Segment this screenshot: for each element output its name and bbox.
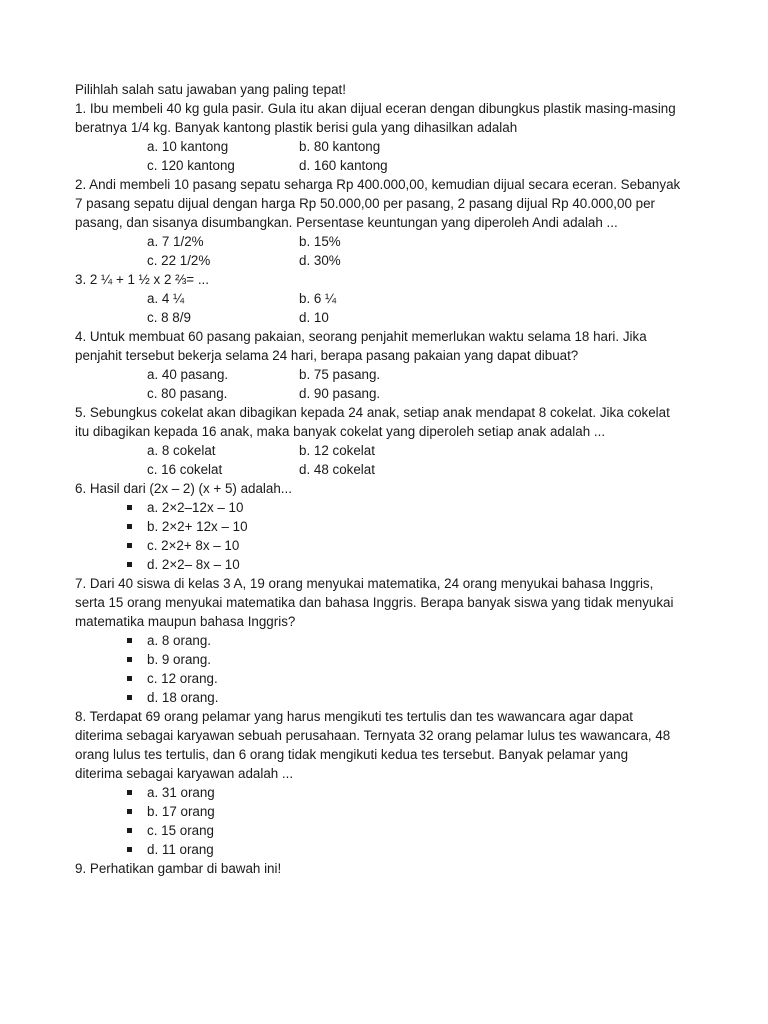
question-text: matematika maupun bahasa Inggris? bbox=[75, 614, 296, 629]
option-d: d. 2×2– 8x – 10 bbox=[75, 555, 715, 574]
option-c: c. 120 kantong bbox=[147, 158, 235, 173]
option-a: a. 4 ¼ bbox=[147, 291, 185, 306]
option-a: a. 2×2–12x – 10 bbox=[75, 498, 715, 517]
option-c: c. 22 1/2% bbox=[147, 253, 211, 268]
question-text: 3. 2 ¼ + 1 ½ x 2 ⅔= ... bbox=[75, 272, 209, 287]
option-a: a. 8 orang. bbox=[75, 631, 715, 650]
option-a: a. 40 pasang. bbox=[147, 367, 229, 382]
question-text: 7. Dari 40 siswa di kelas 3 A, 19 orang menyukai matematika, 24 orang menyukai bahasa Inggris, bbox=[75, 576, 654, 591]
option-b: b. 9 orang. bbox=[75, 650, 715, 669]
option-b: b. 15% bbox=[299, 234, 341, 249]
question-text: 7 pasang sepatu dijual dengan harga Rp 50.000,00 per pasang, 2 pasang dijual Rp 40.000,00 per bbox=[75, 196, 655, 211]
instruction: Pilihlah salah satu jawaban yang paling tepat! bbox=[75, 82, 346, 97]
question-text: 9. Perhatikan gambar di bawah ini! bbox=[75, 861, 282, 876]
question-text: 5. Sebungkus cokelat akan dibagikan kepada 24 anak, setiap anak mendapat 8 cokelat. Jika cokelat bbox=[75, 405, 670, 420]
option-a: a. 31 orang bbox=[75, 783, 715, 802]
options bbox=[75, 365, 715, 403]
option-d: d. 18 orang. bbox=[75, 688, 715, 707]
question-5 bbox=[75, 403, 715, 479]
option-b: b. 6 ¼ bbox=[299, 291, 337, 306]
option-d: d. 10 bbox=[299, 310, 329, 325]
bullet-options bbox=[75, 631, 715, 707]
option-c: c. 12 orang. bbox=[75, 669, 715, 688]
option-b: b. 2×2+ 12x – 10 bbox=[75, 517, 715, 536]
option-d: d. 160 kantong bbox=[299, 158, 388, 173]
question-7 bbox=[75, 574, 715, 707]
question-text: penjahit tersebut bekerja selama 24 hari, berapa pasang pakaian yang dapat dibuat? bbox=[75, 348, 579, 363]
option-b: b. 12 cokelat bbox=[299, 443, 375, 458]
document-page bbox=[75, 80, 715, 878]
question-1 bbox=[75, 99, 715, 175]
option-c: c. 80 pasang. bbox=[147, 386, 228, 401]
option-b: b. 17 orang bbox=[75, 802, 715, 821]
question-text: diterima sebagai karyawan adalah ... bbox=[75, 766, 294, 781]
options bbox=[75, 289, 715, 327]
option-c: c. 2×2+ 8x – 10 bbox=[75, 536, 715, 555]
option-a: a. 10 kantong bbox=[147, 139, 229, 154]
question-text: itu dibagikan kepada 16 anak, maka banyak cokelat yang diperoleh setiap anak adalah ... bbox=[75, 424, 606, 439]
option-a: a. 7 1/2% bbox=[147, 234, 204, 249]
option-c: c. 16 cokelat bbox=[147, 462, 223, 477]
option-a: a. 8 cokelat bbox=[147, 443, 216, 458]
question-3 bbox=[75, 270, 715, 327]
option-b: b. 80 kantong bbox=[299, 139, 381, 154]
question-6 bbox=[75, 479, 715, 574]
question-text: 6. Hasil dari (2x – 2) (x + 5) adalah... bbox=[75, 481, 292, 496]
question-text: orang lulus tes tertulis, dan 6 orang tidak mengikuti kedua tes tersebut. Banyak pelamar yang bbox=[75, 747, 629, 762]
question-2 bbox=[75, 175, 715, 270]
question-text: 8. Terdapat 69 orang pelamar yang harus mengikuti tes tertulis dan tes wawancara agar dapat bbox=[75, 709, 634, 724]
question-text: beratnya 1/4 kg. Banyak kantong plastik berisi gula yang dihasilkan adalah bbox=[75, 120, 518, 135]
option-d: d. 90 pasang. bbox=[299, 386, 381, 401]
option-c: c. 15 orang bbox=[75, 821, 715, 840]
option-d: d. 30% bbox=[299, 253, 341, 268]
question-9 bbox=[75, 859, 715, 878]
option-d: d. 48 cokelat bbox=[299, 462, 375, 477]
question-text: pasang, dan sisanya disumbangkan. Persentase keuntungan yang diperoleh Andi adalah ... bbox=[75, 215, 618, 230]
question-text: 2. Andi membeli 10 pasang sepatu seharga Rp 400.000,00, kemudian dijual secara eceran. Sebanyak bbox=[75, 177, 681, 192]
options bbox=[75, 441, 715, 479]
question-text: serta 15 orang menyukai matematika dan bahasa Inggris. Berapa banyak siswa yang tidak menyukai bbox=[75, 595, 674, 610]
bullet-options bbox=[75, 783, 715, 859]
question-text: 4. Untuk membuat 60 pasang pakaian, seorang penjahit memerlukan waktu selama 18 hari. Jika bbox=[75, 329, 647, 344]
option-d: d. 11 orang bbox=[75, 840, 715, 859]
question-text: 1. Ibu membeli 40 kg gula pasir. Gula itu akan dijual eceran dengan dibungkus plastik masing-masing bbox=[75, 101, 676, 116]
question-text: diterima sebagai karyawan sebuah perusahaan. Ternyata 32 orang pelamar lulus tes wawancara, 48 bbox=[75, 728, 671, 743]
options bbox=[75, 232, 715, 270]
option-b: b. 75 pasang. bbox=[299, 367, 381, 382]
question-8 bbox=[75, 707, 715, 859]
question-4 bbox=[75, 327, 715, 403]
bullet-options bbox=[75, 498, 715, 574]
option-c: c. 8 8/9 bbox=[147, 310, 191, 325]
options bbox=[75, 137, 715, 175]
